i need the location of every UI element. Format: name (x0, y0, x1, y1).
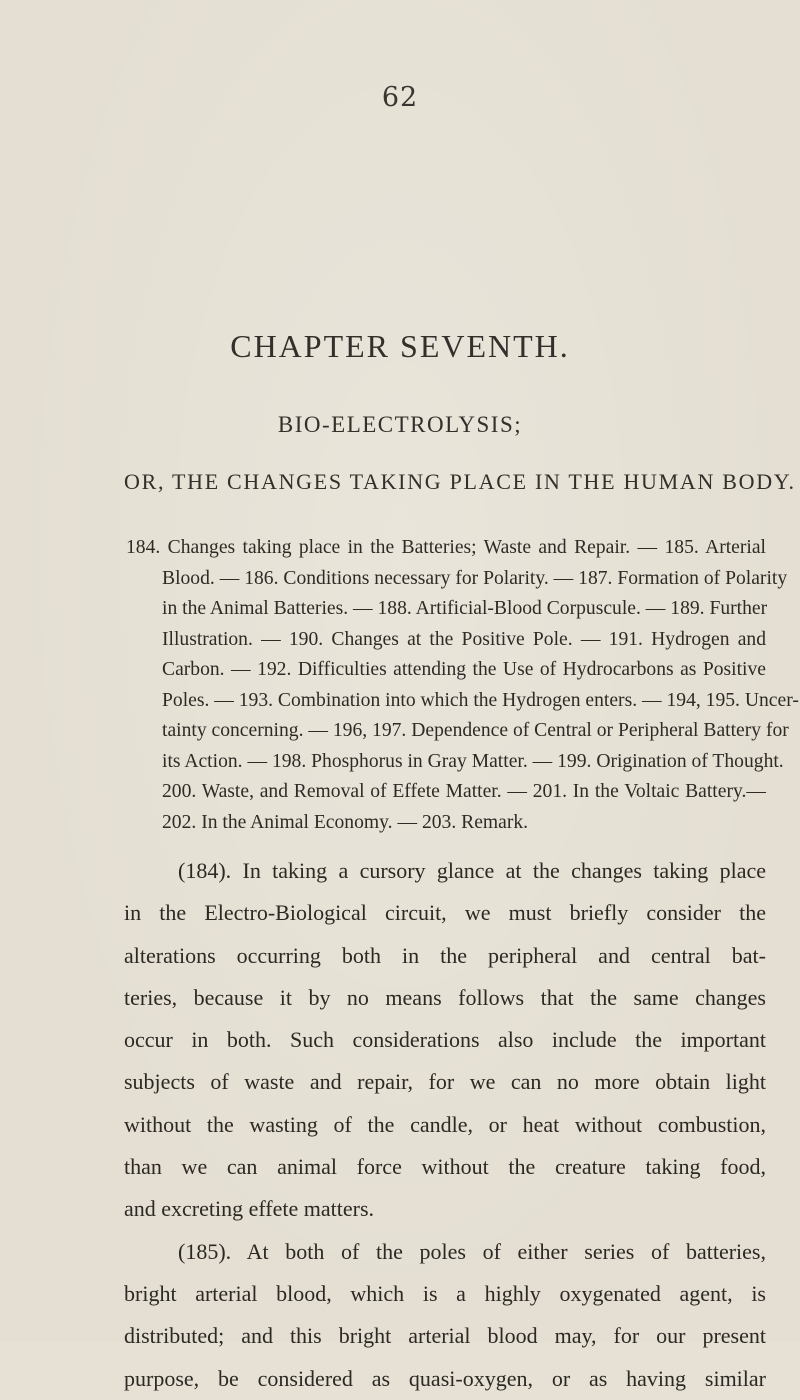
body-text (124, 850, 766, 1400)
synopsis-line: Poles. — 193. Combination into which the Hydrogen enters. — 194, 195. Uncer- (162, 689, 799, 711)
paragraph-line: occur in both. Such considerations also include the important (124, 1027, 766, 1053)
paragraph-line: (185). At both of the poles of either series of batteries, (178, 1238, 766, 1264)
synopsis-line: Illustration. — 190. Changes at the Positive Pole. — 191. Hydrogen and (162, 628, 766, 650)
synopsis-line: 184. Changes taking place in the Batteries; Waste and Repair. — 185. Arterial (126, 537, 766, 558)
chapter-title: CHAPTER SEVENTH. (230, 328, 570, 364)
chapter-subtitle: BIO-ELECTROLYSIS; (277, 412, 523, 437)
paragraph-line: teries, because it by no means follows that the same changes (124, 984, 766, 1010)
synopsis-line: in the Animal Batteries. — 188. Artificial-Blood Corpuscule. — 189. Further (162, 598, 768, 619)
paragraph-line: purpose, be considered as quasi-oxygen, or as having similar (124, 1365, 766, 1391)
synopsis-line: its Action. — 198. Phosphorus in Gray Matter. — 199. Origination of Thought. (162, 750, 784, 772)
synopsis-line: 202. In the Animal Economy. — 203. Remark. (162, 811, 529, 833)
synopsis-line: tainty concerning. — 196, 197. Dependence of Central or Peripheral Battery for (162, 720, 789, 741)
synopsis-line: Blood. — 186. Conditions necessary for Polarity. — 187. Formation of Polarity (162, 567, 788, 589)
paragraph-line: alterations occurring both in the peripheral and central bat- (124, 942, 766, 968)
chapter-synopsis (126, 533, 799, 838)
paragraph-line: subjects of waste and repair, for we can no more obtain light (124, 1069, 766, 1095)
paragraph-line: and excreting effete matters. (124, 1196, 375, 1222)
synopsis-line: 200. Waste, and Removal of Effete Matter. — 201. In the Voltaic Battery.— (162, 781, 766, 802)
paragraph-line: without the wasting of the candle, or heat without combustion, (124, 1111, 766, 1137)
chapter-subtitle-secondary: OR, THE CHANGES TAKING PLACE IN THE HUMAN BODY. (124, 469, 796, 494)
page-number: 62 (381, 82, 419, 113)
paragraph-line: than we can animal force without the creature taking food, (124, 1154, 766, 1180)
paragraph-line: in the Electro-Biological circuit, we must briefly consider the (124, 900, 766, 926)
paragraph-line: (184). In taking a cursory glance at the changes taking place (178, 858, 766, 883)
synopsis-line: Carbon. — 192. Difficulties attending the Use of Hydrocarbons as Positive (162, 659, 766, 680)
paragraph-line: distributed; and this bright arterial blood may, for our present (124, 1323, 766, 1349)
paragraph-line: bright arterial blood, which is a highly oxygenated agent, is (124, 1280, 766, 1306)
